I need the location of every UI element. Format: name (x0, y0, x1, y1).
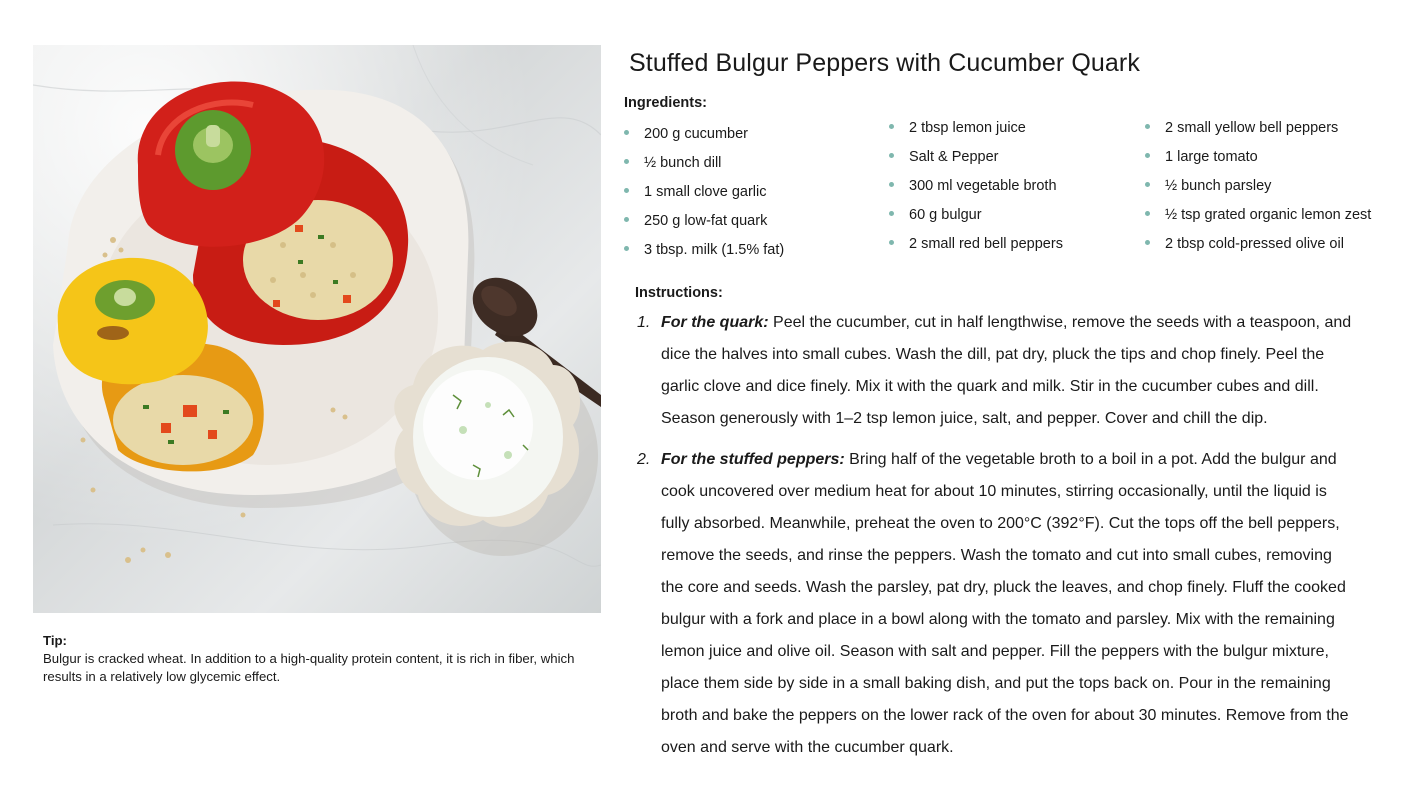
ingredients-heading: Ingredients: (624, 95, 707, 111)
bullet-icon (624, 188, 629, 193)
bullet-icon (889, 211, 894, 216)
instruction-step (635, 444, 1355, 764)
ingredient-item: Salt & Pepper (889, 147, 1063, 176)
instructions-list (635, 307, 1355, 773)
ingredients-column-3 (1145, 118, 1371, 263)
tip-heading: Tip: (43, 633, 67, 648)
bullet-icon (1145, 182, 1150, 187)
ingredients-column-2 (889, 118, 1063, 263)
ingredient-item: 250 g low-fat quark (624, 211, 784, 240)
instruction-step (635, 307, 1355, 435)
ingredient-item: 200 g cucumber (624, 124, 784, 153)
ingredient-item: 60 g bulgur (889, 205, 1063, 234)
step-number: 1. (637, 314, 651, 331)
bullet-icon (1145, 211, 1150, 216)
step-lead: For the quark: (661, 314, 769, 331)
tip-text: Bulgur is cracked wheat. In addition to a high-quality protein content, it is rich in fiber, which results in a relatively low glycemic effect. (43, 651, 575, 684)
recipe-title: Stuffed Bulgur Peppers with Cucumber Quark (629, 49, 1140, 77)
bullet-icon (889, 182, 894, 187)
ingredient-item: 2 small red bell peppers (889, 234, 1063, 263)
ingredient-item: ½ tsp grated organic lemon zest (1145, 205, 1371, 234)
step-text: Bring half of the vegetable broth to a boil in a pot. Add the bulgur and cook uncovered over medium heat for about 10 minutes, stirring occasionally, until the liquid is fully absorbed. Meanwhile, preheat the oven to 200°C (392°F). Cut the tops off the bell peppers, remove the seeds, and rinse the peppers. Wash the tomato and cut into small cubes, removing the core and seeds. Wash the parsley, pat dry, pluck the leaves, and chop finely. Fluff the cooked bulgur with a fork and place in a bowl along with the tomato and parsley. Mix with the remaining lemon juice and olive oil. Season with salt and pepper. Fill the peppers with the bulgur mixture, place them side by side in a small baking dish, and put the tops back on. Pour in the remaining broth and bake the peppers on the lower rack of the oven for about 30 minutes. Remove from the oven and serve with the cucumber quark. (661, 451, 1349, 756)
bullet-icon (624, 217, 629, 222)
stuffed-peppers-illustration (33, 45, 601, 613)
recipe-photo (33, 45, 601, 613)
bullet-icon (1145, 240, 1150, 245)
bullet-icon (624, 159, 629, 164)
ingredient-item: ½ bunch dill (624, 153, 784, 182)
bullet-icon (624, 246, 629, 251)
step-lead: For the stuffed peppers: (661, 451, 845, 468)
instructions-heading: Instructions: (635, 285, 723, 301)
ingredient-item: 300 ml vegetable broth (889, 176, 1063, 205)
ingredient-item: 2 tbsp cold-pressed olive oil (1145, 234, 1371, 263)
bullet-icon (889, 153, 894, 158)
ingredient-item: 1 large tomato (1145, 147, 1371, 176)
ingredient-item: 1 small clove garlic (624, 182, 784, 211)
step-text: Peel the cucumber, cut in half lengthwise, remove the seeds with a teaspoon, and dice the halves into small cubes. Wash the dill, pat dry, pluck the tips and chop finely. Peel the garlic clove and dice finely. Mix it with the quark and milk. Stir in the cucumber cubes and dill. Season generously with 1–2 tsp lemon juice, salt, and pepper. Cover and chill the dip. (661, 314, 1352, 427)
bullet-icon (1145, 124, 1150, 129)
ingredient-item: 3 tbsp. milk (1.5% fat) (624, 240, 784, 269)
bullet-icon (624, 130, 629, 135)
ingredient-item: ½ bunch parsley (1145, 176, 1371, 205)
step-number: 2. (637, 451, 651, 468)
bullet-icon (1145, 153, 1150, 158)
ingredient-item: 2 small yellow bell peppers (1145, 118, 1371, 147)
ingredient-item: 2 tbsp lemon juice (889, 118, 1063, 147)
cucumber-quark-bowl (394, 342, 598, 556)
tip-box (43, 632, 583, 686)
ingredients-column-1 (624, 124, 784, 269)
bullet-icon (889, 240, 894, 245)
bullet-icon (889, 124, 894, 129)
